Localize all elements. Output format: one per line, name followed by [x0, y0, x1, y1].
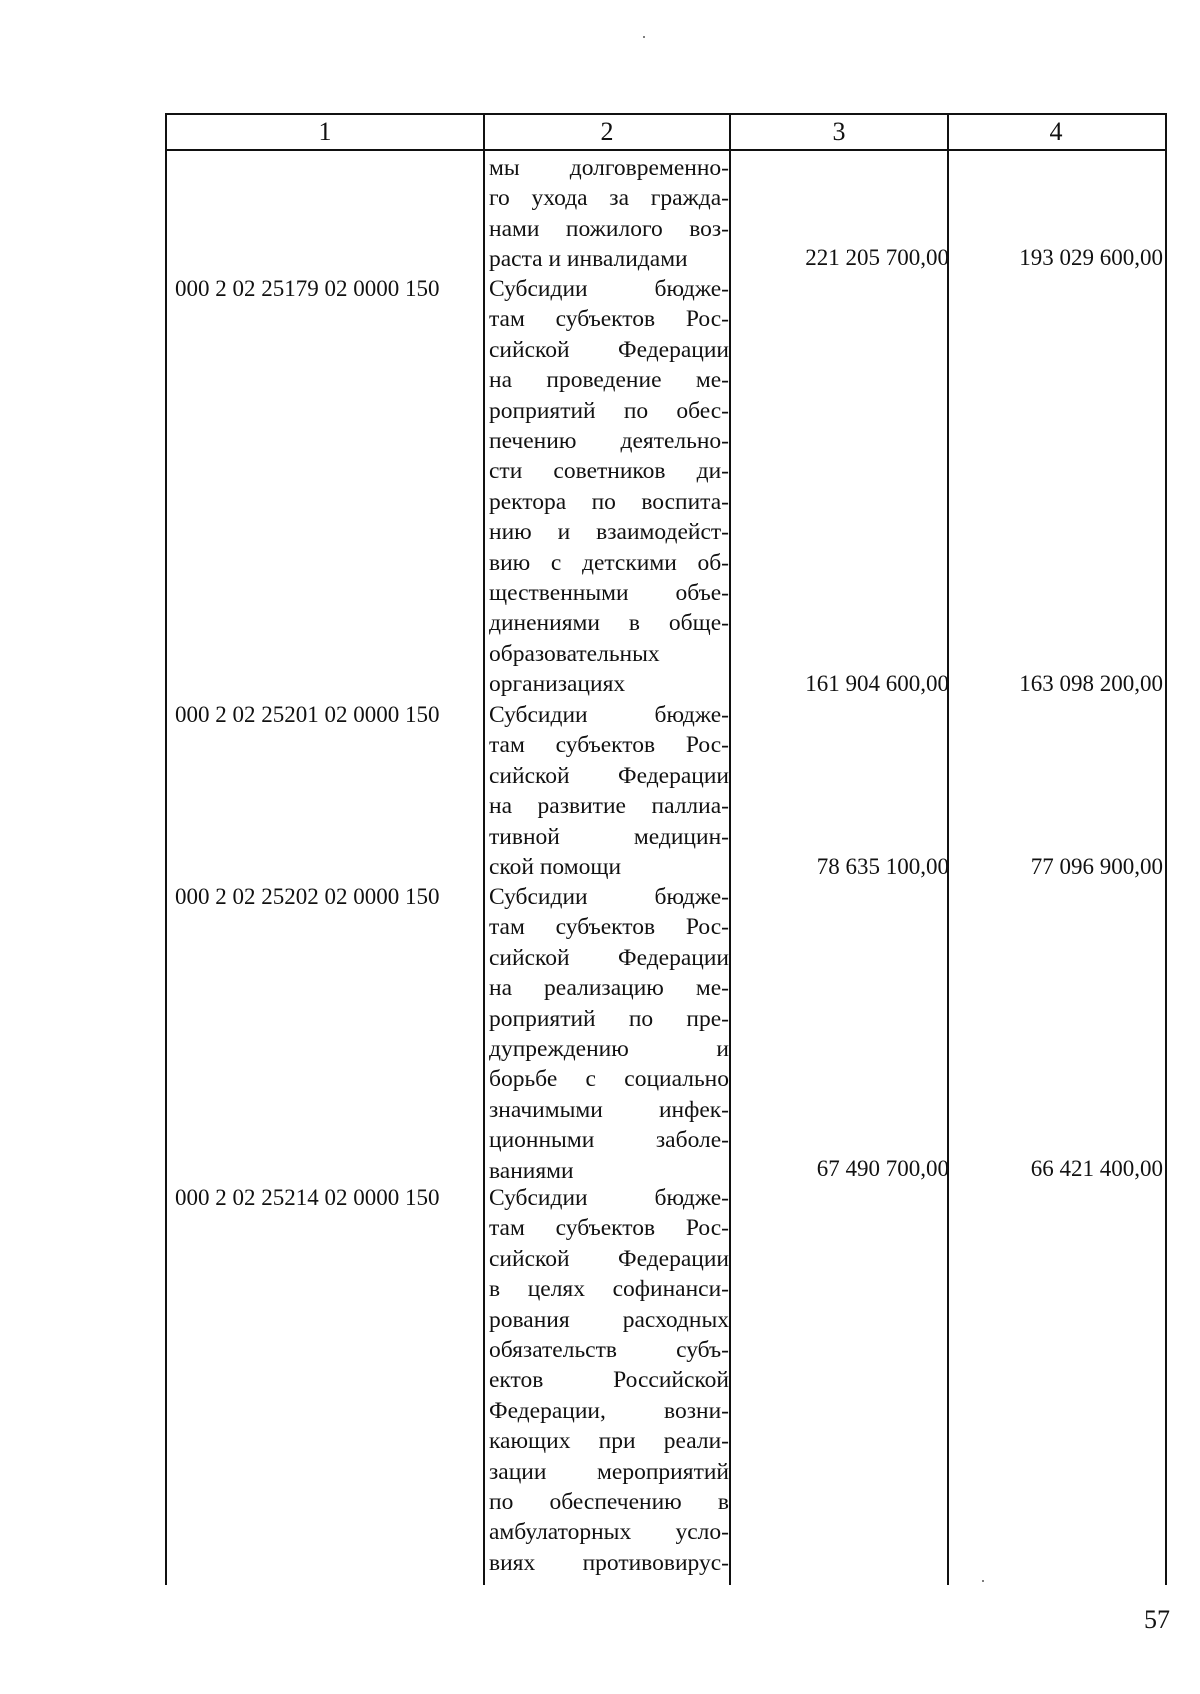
- description-line: печению деятельно-: [489, 427, 729, 454]
- description-line: амбулаторных усло-: [489, 1519, 729, 1546]
- description-line: Субсидии бюдже-: [489, 884, 729, 910]
- description-line: роприятий по пре-: [489, 1005, 729, 1032]
- row-code: 000 2 02 25214 02 0000 150: [175, 1185, 440, 1210]
- description-line: зации мероприятий: [489, 1458, 729, 1485]
- description-line: мы долговременно-: [489, 155, 729, 181]
- row-description: [489, 700, 729, 882]
- description-line: сийской Федерации: [489, 1245, 729, 1272]
- column-divider: [483, 115, 485, 1585]
- budget-table: [165, 113, 1167, 1585]
- amount-col-4: 77 096 900,00: [1030, 854, 1163, 879]
- amount-col-4: 193 029 600,00: [1019, 245, 1163, 270]
- description-line: дупреждению и: [489, 1035, 729, 1062]
- description-line: борьбе с социально: [489, 1066, 729, 1093]
- description-line: организациях: [489, 671, 626, 698]
- description-line: тивной медицин-: [489, 823, 729, 850]
- description-line: кающих при реали-: [489, 1428, 729, 1455]
- column-divider: [947, 115, 949, 1585]
- description-line: образовательных: [489, 640, 660, 667]
- amount-col-3: 67 490 700,00: [816, 1156, 949, 1181]
- description-line: рования расходных: [489, 1306, 729, 1333]
- description-line: ектов Российской: [489, 1367, 729, 1394]
- header-col-4: 4: [1049, 117, 1063, 146]
- row-description: [489, 882, 729, 1186]
- row-code: 000 2 02 25179 02 0000 150: [175, 276, 440, 301]
- description-line: там субъектов Рос-: [489, 914, 729, 941]
- description-line: обязательств субъ-: [489, 1336, 729, 1363]
- description-line: раста и инвалидами: [489, 246, 688, 273]
- description-line: в целях софинанси-: [489, 1276, 729, 1303]
- row-code: 000 2 02 25201 02 0000 150: [175, 702, 440, 727]
- description-line: там субъектов Рос-: [489, 306, 729, 333]
- description-line: Субсидии бюдже-: [489, 1185, 729, 1211]
- description-line: нию и взаимодейст-: [489, 519, 729, 546]
- description-line: ваниями: [489, 1157, 574, 1184]
- description-line: Субсидии бюдже-: [489, 276, 729, 302]
- description-line: го ухода за гражда-: [489, 185, 729, 212]
- row-code: 000 2 02 25202 02 0000 150: [175, 884, 440, 909]
- description-line: на реализацию ме-: [489, 975, 729, 1002]
- amount-col-3: 161 904 600,00: [805, 671, 949, 696]
- description-line: ской помощи: [489, 853, 622, 880]
- description-line: вию с детскими об-: [489, 549, 729, 576]
- description-line: Федерации, возни-: [489, 1397, 729, 1424]
- description-line: нами пожилого воз-: [489, 215, 729, 242]
- description-line: на проведение ме-: [489, 367, 729, 394]
- row-description: [489, 274, 729, 699]
- header-col-1: 1: [318, 117, 332, 146]
- description-line: роприятий по обес-: [489, 397, 729, 424]
- amount-col-3: 221 205 700,00: [805, 245, 949, 270]
- table-header-row: [167, 115, 1165, 151]
- column-divider: [729, 115, 731, 1585]
- description-line: по обеспечению в: [489, 1488, 729, 1515]
- header-col-3: 3: [832, 117, 846, 146]
- description-line: динениями в обще-: [489, 610, 729, 637]
- row-description: [489, 1183, 729, 1578]
- description-line: сийской Федерации: [489, 762, 729, 789]
- description-line: там субъектов Рос-: [489, 732, 729, 759]
- description-line: виях противовирус-: [489, 1549, 729, 1576]
- description-line: там субъектов Рос-: [489, 1215, 729, 1242]
- description-line: на развитие паллиа-: [489, 793, 729, 820]
- row-description: [489, 153, 729, 275]
- amount-col-3: 78 635 100,00: [816, 854, 949, 879]
- scan-speck: [643, 36, 645, 38]
- description-line: ректора по воспита-: [489, 488, 729, 515]
- description-line: сийской Федерации: [489, 944, 729, 971]
- description-line: значимыми инфек-: [489, 1096, 729, 1123]
- page-number: 57: [1144, 1605, 1170, 1634]
- description-line: ционными заболе-: [489, 1127, 729, 1154]
- description-line: щественными объе-: [489, 579, 729, 606]
- description-line: Субсидии бюдже-: [489, 702, 729, 728]
- description-line: сти советников ди-: [489, 458, 729, 485]
- amount-col-4: 66 421 400,00: [1030, 1156, 1163, 1181]
- description-line: сийской Федерации: [489, 336, 729, 363]
- header-col-2: 2: [600, 117, 614, 146]
- amount-col-4: 163 098 200,00: [1019, 671, 1163, 696]
